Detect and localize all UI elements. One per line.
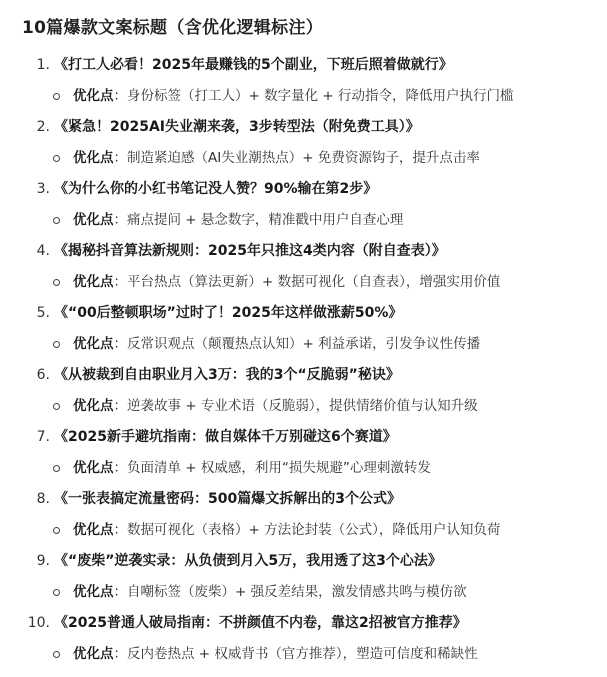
item-number: 9. <box>36 553 50 569</box>
optimization-note <box>22 205 593 236</box>
hollow-bullet-icon <box>53 651 60 658</box>
note-colon: ： <box>113 522 127 538</box>
list-item <box>22 608 593 670</box>
optimization-note <box>22 639 593 670</box>
headline-row <box>22 50 593 81</box>
headline-text: 《紧急！2025AI失业潮来袭，3步转型法（附免费工具）》 <box>54 119 420 135</box>
note-colon: ： <box>113 88 127 104</box>
list-item <box>22 422 593 484</box>
note-text: 反常识观点（颠覆热点认知）+ 利益承诺，引发争议性传播 <box>127 336 481 352</box>
headline-list <box>22 50 593 670</box>
note-colon: ： <box>113 212 127 228</box>
note-label: 优化点 <box>73 398 114 414</box>
hollow-bullet-icon <box>53 527 60 534</box>
list-item <box>22 484 593 546</box>
hollow-bullet-icon <box>53 155 60 162</box>
headline-text: 《打工人必看！2025年最赚钱的5个副业，下班后照着做就行》 <box>54 57 453 73</box>
note-colon: ： <box>113 274 127 290</box>
hollow-bullet-icon <box>53 589 60 596</box>
item-number: 6. <box>36 367 50 383</box>
item-number: 4. <box>36 243 50 259</box>
hollow-bullet-icon <box>53 341 60 348</box>
note-label: 优化点 <box>73 88 114 104</box>
item-number: 7. <box>36 429 50 445</box>
note-label: 优化点 <box>73 150 114 166</box>
hollow-bullet-icon <box>53 93 60 100</box>
headline-row <box>22 422 593 453</box>
note-colon: ： <box>113 336 127 352</box>
note-colon: ： <box>113 646 127 662</box>
document-title: 10篇爆款文案标题（含优化逻辑标注） <box>22 18 324 38</box>
item-number: 5. <box>36 305 50 321</box>
optimization-note <box>22 453 593 484</box>
note-text: 数据可视化（表格）+ 方法论封装（公式），降低用户认知负荷 <box>127 522 501 538</box>
note-colon: ： <box>113 150 127 166</box>
note-colon: ： <box>113 398 127 414</box>
headline-row <box>22 608 593 639</box>
note-label: 优化点 <box>73 584 114 600</box>
note-text: 制造紧迫感（AI失业潮热点）+ 免费资源钩子，提升点击率 <box>127 150 480 166</box>
headline-text: 《一张表搞定流量密码：500篇爆文拆解出的3个公式》 <box>54 491 401 507</box>
headline-row <box>22 298 593 329</box>
list-item <box>22 546 593 608</box>
headline-row <box>22 546 593 577</box>
note-text: 反内卷热点 + 权威背书（官方推荐），塑造可信度和稀缺性 <box>127 646 478 662</box>
note-label: 优化点 <box>73 522 114 538</box>
note-colon: ： <box>113 460 127 476</box>
headline-text: 《揭秘抖音算法新规则：2025年只推这4类内容（附自查表）》 <box>54 243 446 259</box>
optimization-note <box>22 81 593 112</box>
note-text: 身份标签（打工人）+ 数字量化 + 行动指令，降低用户执行门槛 <box>127 88 514 104</box>
headline-row <box>22 174 593 205</box>
optimization-note <box>22 143 593 174</box>
note-text: 逆袭故事 + 专业术语（反脆弱），提供情绪价值与认知升级 <box>127 398 478 414</box>
headline-text: 《2025普通人破局指南：不拼颜值不内卷，靠这2招被官方推荐》 <box>54 615 467 631</box>
item-number: 2. <box>36 119 50 135</box>
list-item <box>22 174 593 236</box>
note-text: 平台热点（算法更新）+ 数据可视化（自查表），增强实用价值 <box>127 274 501 290</box>
optimization-note <box>22 267 593 298</box>
note-colon: ： <box>113 584 127 600</box>
list-item <box>22 112 593 174</box>
headline-row <box>22 112 593 143</box>
note-text: 自嘲标签（废柴）+ 强反差结果，激发情感共鸣与模仿欲 <box>127 584 467 600</box>
headline-text: 《“00后整顿职场”过时了！2025年这样做涨薪50%》 <box>54 305 403 321</box>
list-item <box>22 298 593 360</box>
note-label: 优化点 <box>73 336 114 352</box>
headline-text: 《从被裁到自由职业月入3万：我的3个“反脆弱”秘诀》 <box>54 367 400 383</box>
list-item <box>22 50 593 112</box>
headline-row <box>22 236 593 267</box>
optimization-note <box>22 329 593 360</box>
item-number: 1. <box>36 57 50 73</box>
note-text: 痛点提问 + 悬念数字，精准戳中用户自查心理 <box>127 212 404 228</box>
headline-row <box>22 484 593 515</box>
note-label: 优化点 <box>73 646 114 662</box>
optimization-note <box>22 391 593 422</box>
optimization-note <box>22 515 593 546</box>
item-number: 10. <box>27 615 50 631</box>
note-label: 优化点 <box>73 274 114 290</box>
hollow-bullet-icon <box>53 279 60 286</box>
note-label: 优化点 <box>73 212 114 228</box>
hollow-bullet-icon <box>53 403 60 410</box>
headline-text: 《“废柴”逆袭实录：从负债到月入5万，我用透了这3个心法》 <box>54 553 442 569</box>
optimization-note <box>22 577 593 608</box>
hollow-bullet-icon <box>53 217 60 224</box>
list-item <box>22 236 593 298</box>
headline-text: 《为什么你的小红书笔记没人赞？90%输在第2步》 <box>54 181 378 197</box>
note-text: 负面清单 + 权威感，利用“损失规避”心理刺激转发 <box>127 460 431 476</box>
list-item <box>22 360 593 422</box>
hollow-bullet-icon <box>53 465 60 472</box>
headline-row <box>22 360 593 391</box>
headline-text: 《2025新手避坑指南：做自媒体千万别碰这6个赛道》 <box>54 429 397 445</box>
note-label: 优化点 <box>73 460 114 476</box>
item-number: 8. <box>36 491 50 507</box>
item-number: 3. <box>36 181 50 197</box>
